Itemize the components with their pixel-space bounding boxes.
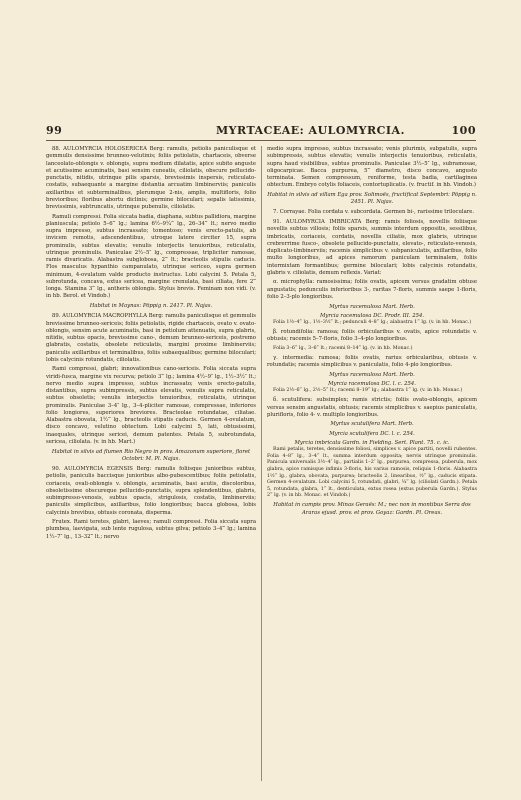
habitat-note: Habitat in silvis ad flumen Rio Negro in prov. Amazonum superiore, floret Octobri: M. Pl. Najas. — [51, 448, 251, 462]
left-text-column — [46, 146, 256, 781]
description-paragraph: Ramuli compressi. Folia siccata badia, diaphana, subtus pallidiora, margine planiuscula; petiolo 5–6‴ lg.; lamina 6½–9¼‴ lg., 26–34‴ lt.; nervo medio supra impresso, subtus incrassato; tomentoso; venis erecto-patulis, ab invicem remotis, adscendentibus, utroque latere circiter 15, supra prominulis, subtus elevatis; venulis interjectis tenuioribus, reticulatis, utrinque prominulis. Paniculae 2½–5″ lg., compressae, tripliciter ramosae, ramis divaricatis. Alabastra subglobosa, 2‴ lt.; bracteolis stipulis caducis. Flos masculus hypanthio campanulato, utrinque sericeo, supra germen minimum, 4-ovulatum valde producto instructus. Lobi calycini 5. Petala 5, subrotunda, concava, extus sericea, margine crenulata, basi ciliata, fere 2‴ longa. Stamina 3‴ lg., antheris oblongis. Stylus brevis. Feminam non vidi. (v. in hb. Berol. et Vindob.) — [46, 213, 256, 300]
habitat-note: Habitat in Maynas: Pöppig n. 2417. Pl. Najas. — [89, 303, 213, 310]
measurement-note: Folia 1½–4‴ lg., 1½–3½‴ lt.; pedunculi 4–8‴ lg.; alabastra 1‴ lg. (v. in hb. Monac.) — [273, 320, 472, 326]
description-paragraph: 7. Corrayae. Folia cordata v. subcordata. Germen bi-, rarissime triloculare. — [273, 209, 475, 216]
description-paragraph: medio supra impresso, subtus incrassato; venis plurimis, subpatulis, supra subimpressis, subtus elevatis; venulis interjectis tenuioribus, reticulatis, supra haud visibilibus, subtus prominulis. Paniculae 3½–5″ lg., subramosae, oligocarpicae. Bacca purpurea, 5‴ diametro, disco concavo, angusto terminata. Semen compressum, reniforme, testa badia, cartilaginea obtectum. Embryo cotylis foliaceis, contortuplicatis. (v. fructif. in hb. Vindob.) — [267, 146, 477, 189]
description-paragraph: γ. intermedia: ramosa; foliis ovatis, rarius orbicularibus, obtusis v. rotundatis; racemis simplicibus v. paniculatis, folio 4-plo longioribus. — [267, 354, 477, 369]
right-page-number: 100 — [451, 124, 476, 137]
description-paragraph: β. rotundifolia: ramosa; foliis orbicularibus v. ovatis, apice rotundatis v. obtusis; racemis 5–7-floris, folio 3–4-plo longioribus. — [267, 329, 477, 343]
synonym-line: Myrcia racemulosa DC. l. c. 254. — [328, 381, 416, 388]
measurement-note: Folia 3–6‴ lg., 3–6‴ lt.; racemi 8–14‴ lg. (v. in hb. Monac.) — [273, 345, 413, 351]
column-divider — [261, 146, 262, 781]
description-paragraph: Rami compressi, glabri; innovationibus cano-sericeis. Folia siccata supra viridi-fusca, margine vix recurva; petiolo 3‴ lg.; lamina 4½–9″ lg., 1½–3½″ lt.; nervo medio supra impresso, subtus incrassato; venis erecto-patulis, distantibus, supra subimpressis, subtus elevatis, venulis supra reticulatis, subtus obsoletis; venulis interjectis tenuioribus, reticulatis, utrinque prominulis. Paniculae 3–4″ lg., 3–4-pliciter ramosae, compressae, inferiores folio longiores, superiores breviores. Bracteolae rotundatae, ciliatae. Alabastra obovata, 1½‴ lg., bracteolis stipatis caducis. Germen 4-ovulatum, disco concavo, velutino obtectum. Lobi calycini 5, lati, obtusissimi, inaequales, utrinque sericei, demum patentes. Petala 5, subrotundata, sericea, ciliolata. (v. in hb. Mart.) — [46, 366, 256, 445]
species-description: 90. AULOMYRCIA EGENSIS Berg: ramulis foliisque junioribus subtus, petiolis, paniculis baccisque junioribus albo-pubescentibus; foliis petiolatis, coriaceis, ovali-oblongis v. oblongis, acuminatis, basi acutis, discoloribus, obsoletissime obscureque pellucido-punctatis, supra splendentibus, glabris, subimpresso-venosis, subtus opacis, strigulosis, costatis, limbinerviis; paniculis simplicibus, axillaribus, folio longioribus; bacca globosa, lobis calycinis brevibus, obtusis coronata, disperma. — [46, 466, 256, 516]
species-description: 91. AULOMYRCIA IMBRICATA Berg: ramis foliosis, novellis foliisque novellis subtus villosis; foliis sparsis, summis interdum oppositis, sessilibus, imbricatis, coriaceis, cordatis, novellis ciliatis, mox glabris, utrinque crebrerrime fusco-, obsolete pellucido-punctatis, elevato-, reticulato-venosis, duplicato-limbinerviis; racemis simplicibus v. subpaniculatis, axillaribus, folio multo longioribus, ad apices ramorum paniculam terminalem, foliis intermixtam formantibus; germine biloculari; lobis calycinis rotundatis, glabris v. ciliolatis, demum reflexis. Variat: — [267, 219, 477, 276]
synonym-line: Myrtus racemulosa Mart. Herb. — [329, 371, 415, 378]
species-description: 89. AULOMYRCIA MACROPHYLLA Berg: ramulis paniculisque et gemmulis brevissime brunneo-sericeis; foliis petiolatis, rigide chartaceis, ovato v. ovato-oblongis, sensim acute acuminatis, basi in petiolum attenuatis, supra glabris, nitidis, subtus opacis, brevissime cano-, demum brunneo-sericeis, postremo glabratis, costatis, obsolete reticulatis, margini proxime limbinerviis; paniculis axillaribus et terminalibus, foliis subaequalibus; germine biloculari; lobis calycinis rotundatis, ciliolatis. — [46, 313, 256, 363]
left-page-number: 99 — [46, 124, 63, 137]
measurement-note: Folia 2½–6‴ lg., 2½–5‴ lt.; racemi 8–19‴ lg.; alabastra 1‴ lg. (v. in hb. Monac.) — [273, 388, 463, 394]
right-text-column — [267, 146, 477, 781]
measurement-note: Rami petalis, teretes, densissime foliosi, simplices v. apice partiti, novelli rubentes. Folia 4–8‴ lg., 3–4‴ lt., summa interdum opposita; nervis utrinque prominulis. Panicula universalis 3½–4″ lg., partialis 1–2″ lg., purpurea, compressa, puberula, mox glabra, apice ramisque infimis 3-floris, his varius ramosis, reliquis 1-floris. Alabastra 1½‴ lg., glabra, obovata, purpurea; bracteolis 2, linearibus, ½‴ lg., caducis stipata. Germen 4-ovulatum. Lobi calycini 5, rotundati, glabri, ¼‴ lg. (ciliolati Gardn.). Petala 5, rotundata, glabra, 1‴ lt., denticulata, extus rosea (extus puberula Gardn.). Stylus 2‴ lg. (v. in hb. Monac. et Vindob.) — [267, 447, 477, 499]
synonym-line: Myrcia imbricata Gardn. in Fielding. Sert. Plant. 75. c. ic. — [294, 439, 450, 446]
header-rule — [46, 140, 476, 141]
species-description: 88. AULOMYRCIA HOLOSERICEA Berg: ramulis, petiolis paniculisque et gemmulis densissime brunneo-velutinis; foliis petiolatis, chartaceis, obverse lanceolato-oblongis v. oblongis, supra medium dilatatis, apice subito anguste et acutissime acuminatis, basi sensim cuneatis, ciliolatis, obscure pellucido-punctatis, nitidis, utrinque pilis sparsis, brevissimis inspersis, reticulato-costatis, subaequante a margine distantia arcuatim limbinerviis; paniculis axillaribus et subterminalibus, plerumque 2-nis, amplis, multifloris, folio brevioribus; floribus abortu diclinis; germine biloculari; sepalis latissimis, brevissimis, subtruncatis, utrinque pubenulis, ciliolatis. — [46, 146, 256, 210]
synonym-line: Myrcia scutulifera DC. l. c. 254. — [329, 430, 415, 437]
synonym-line: Myrtus scutulifera Mart. Herb. — [330, 421, 414, 428]
running-title: MYRTACEAE: AULOMYRCIA. — [216, 124, 405, 137]
habitat-note: Habitat in silvis ad villam Ega prov. Solimoës, fructificat Septembri: Pöppig n. 2451. Pl. Najas. — [267, 191, 477, 206]
page-header — [46, 124, 476, 140]
description-paragraph: α. microphylla: ramosissima; foliis ovatis, apicem versus gradatim obtuse angustatis; pedunculis inferioribus 3-, raritas 7-floris, summis saepe 1-floris, folio 2–3-plo longioribus. — [267, 279, 477, 300]
synonym-line: Myrtus racemulosa Mart. Herb. — [329, 303, 415, 310]
description-paragraph: δ. scutulifera: subsimplex; ramis strictis; foliis ovato-oblongis, apicem versus sensim angustatis, obtusis; racemis simplicibus v. saepius paniculatis, plurifloris, folio 4- v. multiplo longioribus. — [267, 397, 477, 418]
habitat-note: Habitat in campis prov. Minas Geraës: M.; nec non in montibus Serra dos Araras ejusd. prov. et prov. Goyaz: Gardn. Pl. Oreas. — [273, 502, 471, 516]
synonym-line: Myrcia racemulosa DC. Prodr. III. 254. — [319, 312, 425, 319]
description-paragraph: Frutex. Rami teretes, glabri, laeves; ramuli compressi. Folia siccata supra plumbea, laevigata, sub lente rugulosa, subtus gilva; petiolo 3–4‴ lg.; lamina 1½–7″ lg., 13–32‴ lt.; nervo — [46, 519, 256, 540]
